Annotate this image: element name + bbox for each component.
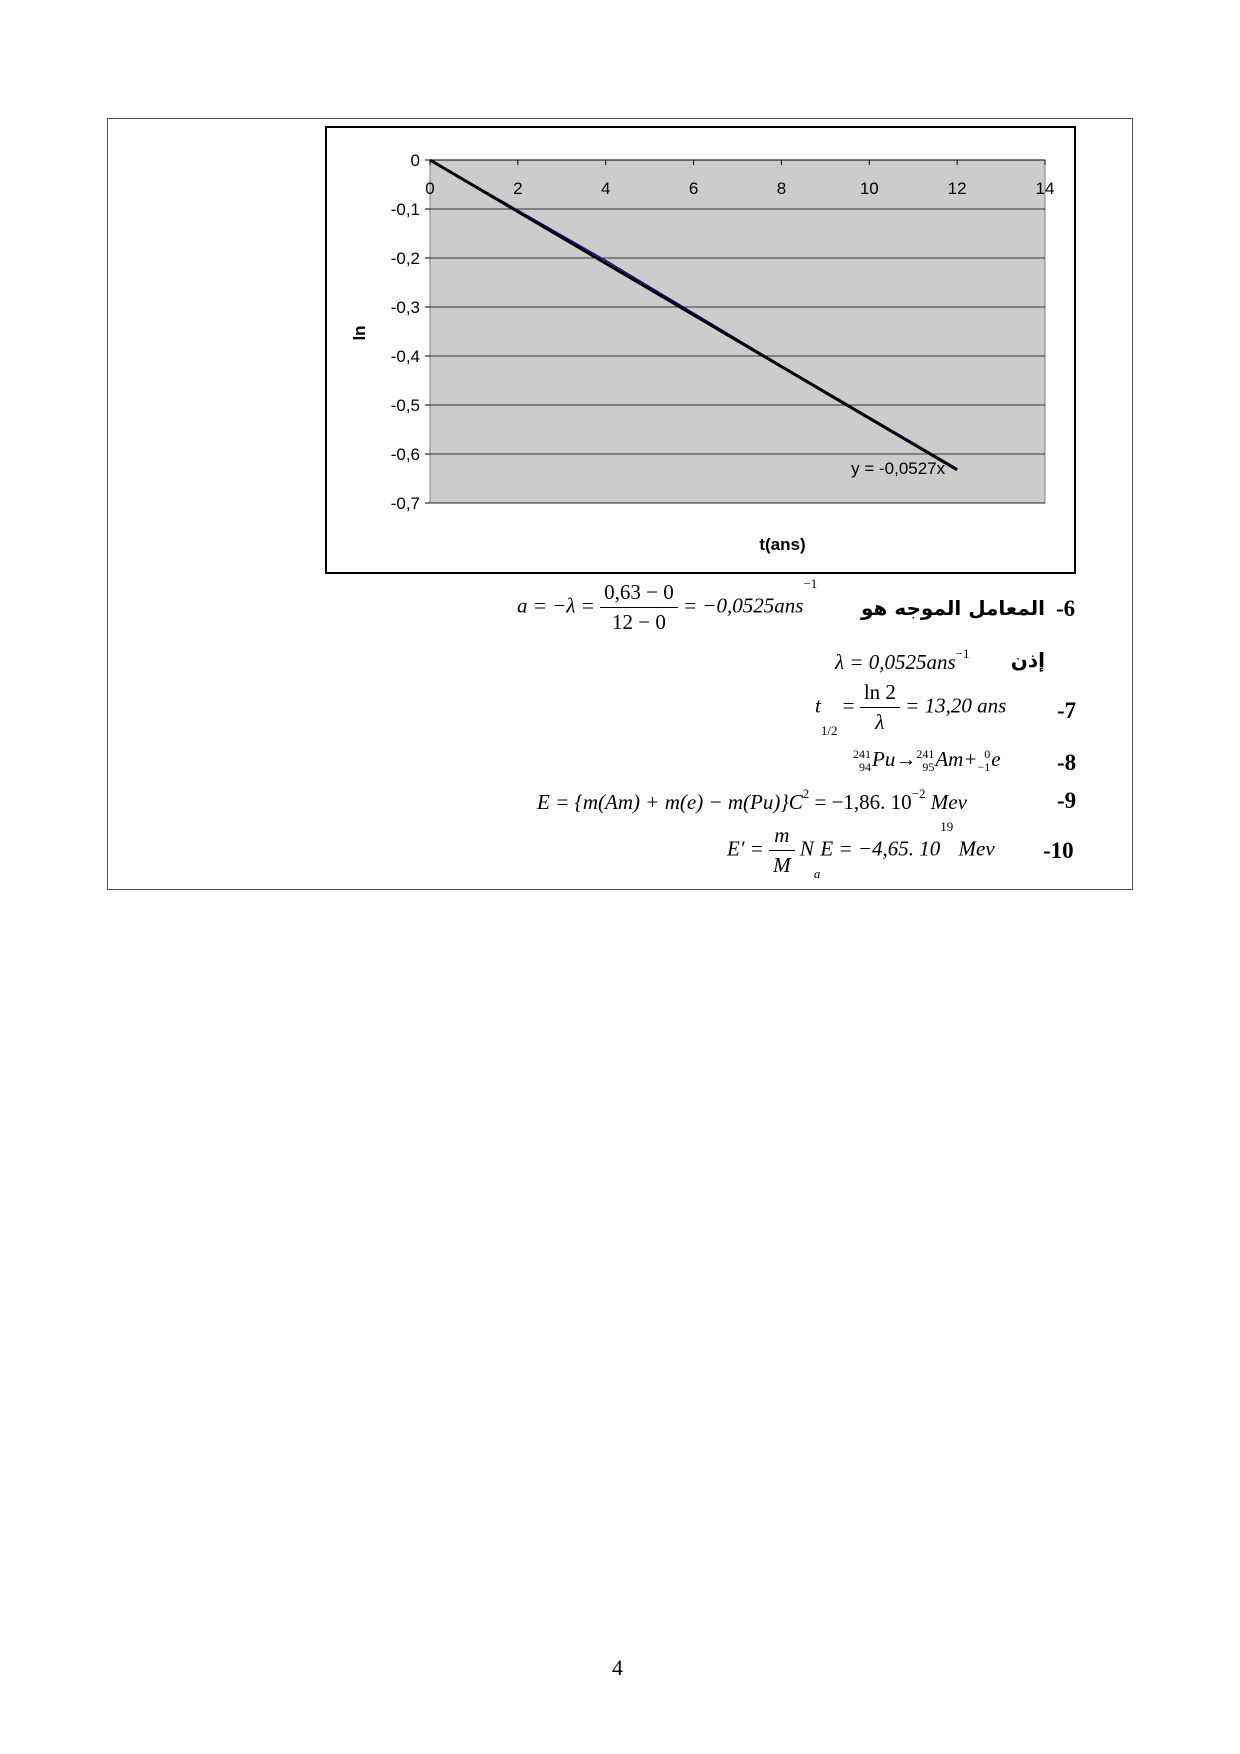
item-6-number: -6 [1056,596,1076,621]
item-7-fraction [860,680,900,735]
item-10-number: -10 [1043,838,1074,863]
y-tick-label: -0,6 [390,445,420,464]
item-9-expr: E = {m(Am) + m(e) − m(Pu)}C [537,790,803,814]
y-tick-label: -0,4 [390,347,420,366]
item-8-pu-charge: 94 [859,760,871,775]
item-10-lhs: E′ = [727,836,764,861]
page-number: 4 [612,1655,623,1680]
item-10-numerator: m [769,823,795,851]
y-tick-label: -0,1 [390,200,420,219]
item-8-pu: Pu [872,747,896,771]
item-8-e: e [991,747,1001,771]
item-6-equation [517,576,818,635]
item-9-equation [537,786,967,815]
item-10-unit: Mev [953,836,995,861]
item-10-fraction [769,823,795,878]
item-6-rhs: = −0,0525ans [682,593,804,618]
item-8-equation [853,747,1001,774]
y-tick-label: -0,7 [390,494,420,513]
x-tick-label: 8 [776,179,787,198]
item-6-exponent: −1 [803,576,818,591]
item-6b-expr: λ = 0,0525ans [835,650,956,674]
y-tick-label: -0,2 [390,249,420,268]
ln-vs-time-chart [327,128,1074,572]
chart-container [325,126,1076,574]
item-8-e-charge: −1 [977,760,991,775]
item-9-unit: Mev [925,790,967,814]
x-axis-title: t(ans) [759,535,806,554]
item-10-rhs: E = −4,65. 10 [820,836,941,861]
item-6-numerator: 0,63 − 0 [600,580,678,608]
item-8-pu-mass: 241 [853,747,871,762]
x-tick-label: 12 [947,179,967,198]
item-6b-exponent: −1 [955,646,970,661]
item-10-denominator: M [773,853,791,877]
x-tick-label: 0 [425,179,435,198]
y-tick-label: -0,3 [390,298,420,317]
x-tick-label: 4 [600,179,611,198]
item-9-exp2: −2 [911,786,926,801]
item-10-exponent: 19 [940,819,954,834]
item-7-eq: = [842,693,855,718]
item-6-lhs: a = −λ = [517,593,595,618]
trendline-equation-label: y = -0,0527x [851,458,946,478]
item-9-exp1: 2 [802,786,810,801]
item-8-am-charge: 95 [922,760,935,775]
x-tick-label: 10 [859,179,879,198]
item-9-rhs: = −1,86. 10 [809,790,912,814]
item-9-number: -9 [1057,788,1077,813]
item-6-denominator: 12 − 0 [611,610,666,634]
item-7-lhs: t [815,693,821,718]
item-7-denominator: λ [875,710,885,734]
item-7-subscript: 1/2 [820,723,838,738]
item-6-arabic-label: المعامل الموجه هو [861,596,1045,620]
item-7-numerator: ln 2 [860,680,900,708]
item-8-e-mass: 0 [984,747,991,762]
item-7-rhs: = 13,20 ans [905,693,1007,718]
x-tick-label: 2 [513,179,523,198]
item-6b-equation [835,646,970,675]
y-tick-label: -0,5 [390,396,420,415]
item-8-am: Am+ [935,747,978,771]
item-8-arrow: → [895,747,917,771]
item-10-mid-subscript: a [813,866,821,881]
item-8-am-mass: 241 [916,747,935,762]
item-8-e-nucleon-numbers [978,748,991,774]
plot-area [430,160,1045,503]
item-8-number: -8 [1057,750,1077,775]
item-7-number: -7 [1057,698,1077,723]
y-axis-title: ln [350,325,369,341]
item-8-pu-nucleon-numbers [853,748,871,774]
x-tick-label: 14 [1035,179,1055,198]
item-6-fraction [600,580,678,635]
item-6b-arabic-label: إذن [1010,648,1045,672]
item-10-mid: N [799,836,814,861]
item-7-equation [815,680,1007,738]
y-tick-label: 0 [410,151,420,170]
item-8-am-nucleon-numbers [916,748,934,774]
x-tick-label: 6 [688,179,699,198]
item-10-equation [727,819,995,881]
